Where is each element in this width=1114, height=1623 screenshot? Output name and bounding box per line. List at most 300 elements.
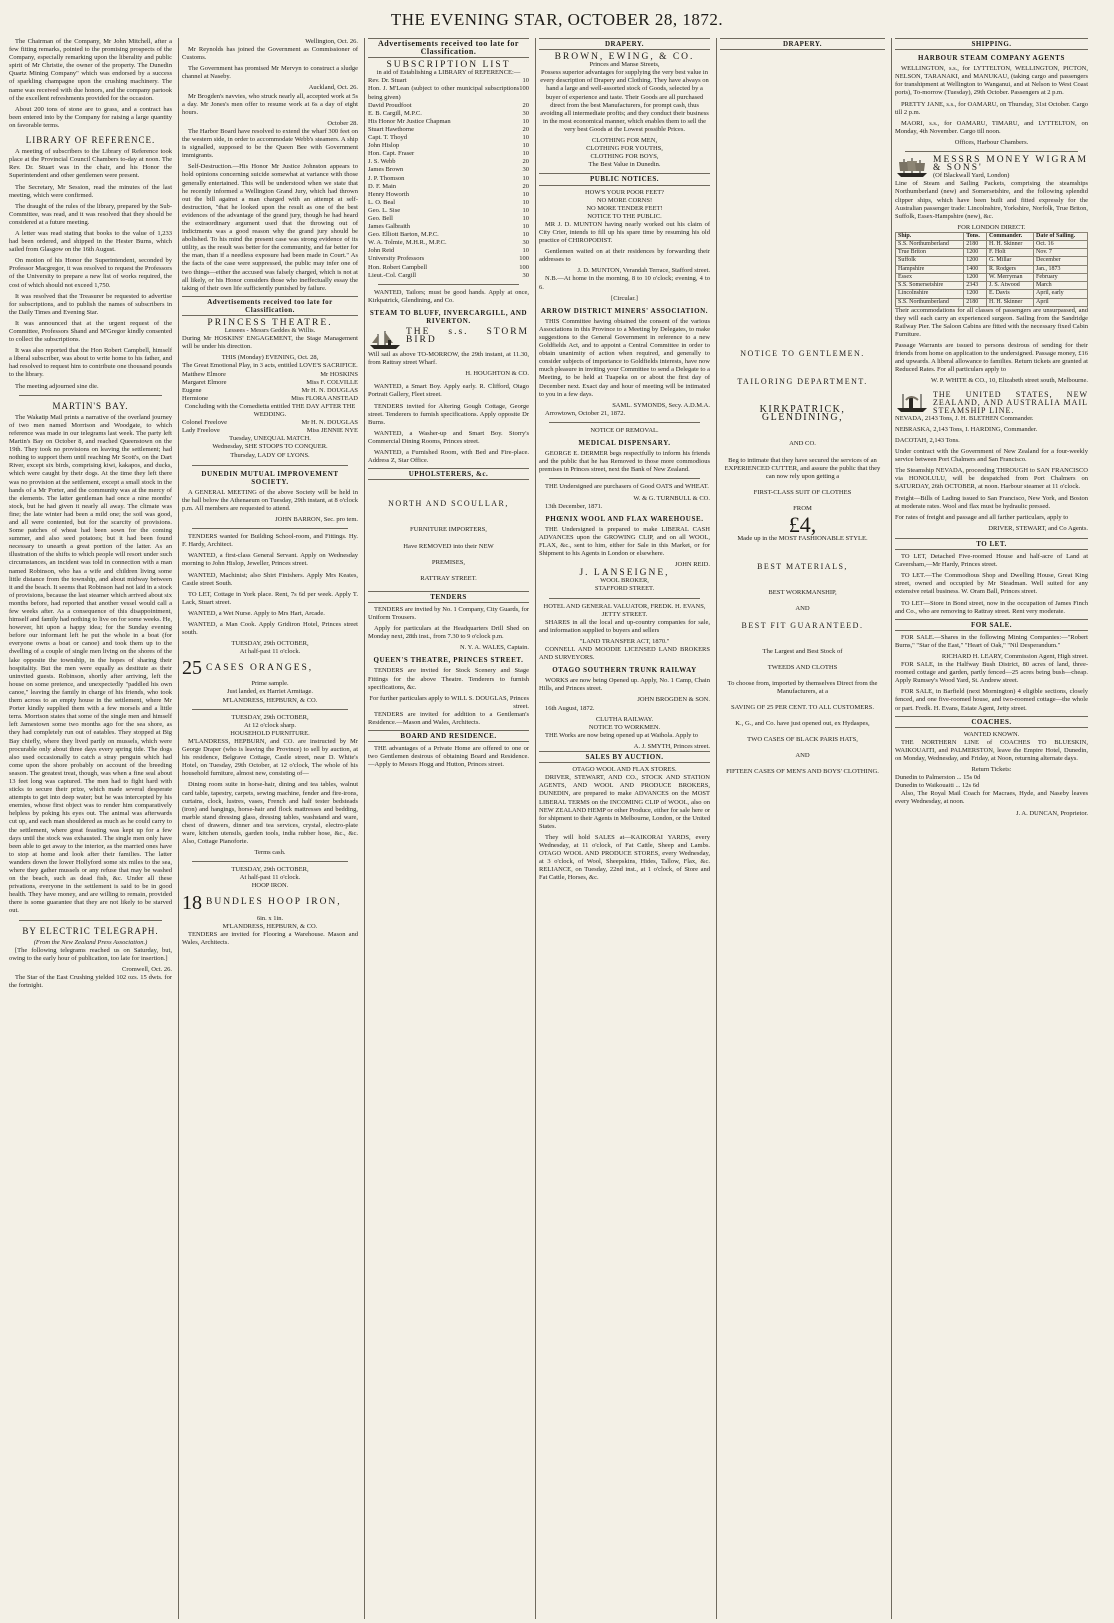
- cast-role: Colonel Freelove: [182, 419, 227, 427]
- table-row: [896, 298, 1088, 306]
- paragraph: The Secretary, Mr Session, read the minutes of the last meeting, which were confirmed.: [9, 183, 172, 199]
- ad-line: To choose from, imported by themselves Direct from the Manufacturers, at a: [727, 679, 878, 695]
- dateline: Auckland, Oct. 26.: [308, 84, 358, 92]
- paragraph: Will sail as above TO-MORROW, the 29th instant, at 11.30, from Rattray street Wharf.: [368, 351, 529, 367]
- table-cell: Oct. 16: [1033, 241, 1087, 249]
- section-heading: PUBLIC NOTICES.: [539, 173, 710, 185]
- subscription-row: [368, 239, 529, 247]
- ad-line: HOW'S YOUR POOR FEET?: [584, 188, 665, 196]
- cast-actor: Mr HOSKINS: [320, 370, 358, 378]
- ad-title: J. LANSEIGNE,: [579, 568, 670, 579]
- ad-title: NOTICE TO GENTLEMEN.: [740, 349, 865, 359]
- subscriber-name: University Professors: [368, 255, 425, 263]
- table-cell: 1200: [964, 257, 987, 265]
- paragraph: The meeting adjourned sine die.: [15, 382, 99, 390]
- table-cell: J. S. Atwood: [987, 282, 1034, 290]
- subscription-amount: 10: [522, 150, 529, 158]
- ad-title: BROWN, EWING, & CO.: [554, 52, 695, 63]
- table-row: [896, 241, 1088, 249]
- paragraph: The Steamship NEVADA, proceeding THROUGH to SAN FRANCISCO via HONOLULU, will be despatched from Port Chalmers on SATURDAY, 26th OCTOBER, at noon. Harbour steamer at 11 o'clock.: [895, 467, 1088, 491]
- subscriber-name: Capt. T. Thoyd: [368, 134, 407, 142]
- subscription-list: [368, 77, 529, 279]
- ad-line: NOTICE TO THE PUBLIC.: [587, 212, 662, 220]
- subheading: (From the New Zealand Press Association.): [33, 938, 148, 946]
- ad-storm-bird: [368, 328, 529, 378]
- hoop-ad: [182, 893, 358, 913]
- subscription-row: [368, 134, 529, 142]
- paragraph: Their accommodations for all classes of passengers are unsurpassed, and they will each carry an experienced surgeon. Sailing from the Sandridge Railway Pier. The Saloon Cabins are fitted with the necessary fixed Cabin Furniture.: [895, 306, 1088, 338]
- paragraph: 13th December, 1871.: [545, 502, 603, 510]
- ad-line: Concluding with the Comedietta entitled THE DAY AFTER THE WEDDING.: [184, 402, 356, 419]
- table-cell: 2180: [964, 298, 987, 306]
- subscription-row: [368, 126, 529, 134]
- ad-line: WOOL BROKER,: [600, 577, 649, 585]
- paragraph: Apply for particulars at the Headquarters Drill Shed on Monday next, 28th inst., from 7.30 to 9 o'clock p.m.: [368, 625, 529, 641]
- divider: [549, 478, 700, 479]
- ad-line: PREMISES,: [431, 558, 466, 566]
- subscriber-name: Geo. Bell: [368, 214, 393, 222]
- table-header: Tons.: [964, 232, 987, 240]
- ad-line: At half-past 11 o'clock.: [239, 648, 301, 656]
- ad-title: OTAGO SOUTHERN TRUNK RAILWAY: [552, 666, 697, 675]
- ad-line: OTAGO WOOL AND FLAX STORES.: [572, 766, 677, 774]
- subscription-amount: 30: [522, 166, 529, 174]
- column-1: [6, 38, 175, 1619]
- subscription-amount: 100: [519, 263, 529, 271]
- cast-row: [182, 395, 358, 403]
- subscriber-name: David Proudfoot: [368, 101, 412, 109]
- paragraph: About 200 tons of stone are to grass, and a contract has been entered into by the Company for raising a large quantity on favorable terms.: [9, 105, 172, 129]
- signature: JOHN BARRON, Sec. pro tem.: [275, 516, 358, 524]
- paragraph: Freight—Bills of Lading issued to San Francisco, New York, and Boston at moderate rates. Wool and flax must be hydraulic pressed.: [895, 494, 1088, 510]
- ad-line: FURNITURE IMPORTERS,: [410, 526, 487, 534]
- column-3: [364, 38, 532, 1619]
- table-cell: April: [1033, 298, 1087, 306]
- subscription-amount: 30: [522, 239, 529, 247]
- subscriber-name: Lieut.-Col. Cargill: [368, 271, 417, 279]
- table-cell: R. Rodgers: [987, 265, 1034, 273]
- paragraph: TO LET, Cottage in York place. Rent, 7s 6d per week. Apply T. Lack, Stuart street.: [182, 590, 358, 606]
- paragraph: The Chairman of the Company, Mr John Mitchell, after a few fitting remarks, pointed to the promising prospects of the Company, especially remarking upon the liberality and public spirit of Mr Christie, the owner of the property. The Dunedin Quartz Mining Company" which was endorsed by a success of sparkling champagne upon the crushing machinery. The name was received with due honors, and the company partook of the excellent refreshments provided for the occasion.: [9, 38, 172, 102]
- subscription-amount: 20: [522, 125, 529, 133]
- subscriber-name: Hon. J. M'Lean (subject to other municipal subscriptions being given): [368, 85, 520, 101]
- paragraph: MAORI, s.s., for OAMARU, TIMARU, and LYTTELTON, on Monday, 4th November. Cargo till noon.: [895, 119, 1088, 135]
- cast-role: Eugene: [182, 386, 202, 394]
- ad-title: M'LANDRESS, HEPBURN, & CO.: [222, 922, 318, 930]
- steamship-icon: [895, 392, 929, 414]
- paragraph: TENDERS are invited for Flooring a Warehouse. Mason and Wales, Architects.: [182, 930, 358, 946]
- ad-line: CLOTHING FOR BOYS,: [590, 153, 659, 161]
- ad-line: 6in. x 1in.: [256, 914, 284, 922]
- table-cell: Suffolk: [896, 257, 964, 265]
- subscription-amount: 100: [519, 255, 529, 263]
- ad-title: SUBSCRIPTION LIST: [386, 60, 511, 71]
- subscription-row: [368, 264, 529, 272]
- ad-line: Offices, Harbour Chambers.: [954, 138, 1029, 146]
- ad-title: STEAM TO BLUFF, INVERCARGILL, AND RIVERTON.: [369, 308, 528, 325]
- divider: [378, 284, 519, 285]
- section-heading: DRAPERY.: [720, 38, 885, 50]
- paragraph: NEBRASKA, 2,143 Tons, I. HARDING, Commander.: [895, 425, 1038, 433]
- fare-line: Dunedin to Palmerston ... 15s 0d: [895, 774, 981, 782]
- table-cell: December: [1033, 257, 1087, 265]
- paragraph: It was announced that at the urgent request of the Committee, Professors Shand and M'Gregor kindly consented to collect the subscriptions.: [9, 319, 172, 344]
- paragraph: The Star of the East Crushing yielded 102 ozs. 15 dwts. for the fortnight.: [9, 974, 172, 990]
- paragraph: GEORGE E. DERMER begs respectfully to inform his friends and the public that he has Removed to those more commodious premises in Princes street, next the Bank of New Zealand.: [539, 450, 710, 474]
- ad-line: Tuesday, UNEQUAL MATCH.: [229, 435, 311, 443]
- ad-title: DUNEDIN MUTUAL IMPROVEMENT SOCIETY.: [201, 469, 339, 486]
- subscription-amount: 20: [522, 158, 529, 166]
- ad-line: The Largest and Best Stock of: [762, 647, 843, 655]
- column-5: [716, 38, 888, 1619]
- paragraph: They will hold SALES at—KAIKORAI YARDS, every Wednesday, at 11 o'clock, of Fat Cattle, Sheep and Lambs. OTAGO WOOL AND PRODUCE STORES, every Wednesday, at 3 o'clock, of Wool, Sheepskins, Hides, Tallow, Flax, &c. RELIANCE, on Tuesday, 22nd inst., at 1 o'clock, of Store and Fat Cattle, Horses, &c.: [539, 833, 710, 882]
- divider: [905, 151, 1078, 152]
- subscription-row: [368, 77, 529, 85]
- paragraph: Also, The Royal Mail Coach for Macraes, Hyde, and Naseby leaves every Wednesday, at noon.: [895, 790, 1088, 806]
- subscription-amount: 100: [519, 85, 529, 93]
- signature: H. HOUGHTON & CO.: [465, 370, 529, 378]
- paragraph: The Government has promised Mr Mervyn to construct a sludge channel at Naseby.: [182, 65, 358, 81]
- paragraph: Possess superior advantages for supplying the very best value in every description of Drapery and Clothing. They have always on hand a large and well-assorted stock of Goods, selected by a buyer of experience and taste. Their Goods are all purchased direct from the best Manufacturers, for prompt cash, thus avoiding all intermediate profits; and they conduct their business in the most economical manner, which enables them to sell the very best Goods at the Lowest possible Prices.: [540, 69, 709, 133]
- dateline: October 28.: [327, 119, 358, 127]
- ad-line: At 12 o'clock sharp.: [243, 721, 297, 729]
- table-cell: 2180: [964, 241, 987, 249]
- signature: DRIVER, STEWART, and Co Agents.: [988, 524, 1088, 532]
- ad-line: NOTICE TO WORKMEN.: [588, 723, 661, 731]
- subscription-row: [368, 166, 529, 174]
- ad-line: Have REMOVED into their NEW: [403, 542, 494, 550]
- paragraph: FOR SALE.—Shares in the following Mining Companies:—"Robert Burns," "Star of the East," "Heart of Oak," "Nil Desperandum.": [895, 633, 1088, 649]
- ad-title: BUNDLES HOOP IRON,: [206, 897, 342, 908]
- cast-row: [182, 379, 358, 387]
- signature: W. P. WHITE & CO., 10, Elizabeth street south, Melbourne.: [930, 377, 1088, 385]
- section-heading: SHIPPING.: [895, 38, 1088, 50]
- subscriber-name: Hon. Capt. Fraser: [368, 150, 415, 158]
- paragraph: PRETTY JANE, s.s., for OAMARU, on Thursday, 31st October. Cargo till 2 p.m.: [895, 100, 1088, 116]
- paragraph: TENDERS are invited for addition to a Gentleman's Residence.—Mason and Wales, Architects.: [368, 710, 529, 726]
- divider: [549, 422, 700, 423]
- paragraph: TENDERS wanted for Building School-room, and Fittings. Hy. F. Hardy, Architect.: [182, 533, 358, 549]
- cast-row: [182, 387, 358, 395]
- section-heading: TENDERS: [368, 591, 529, 603]
- paragraph: The Wakatip Mail prints a narrative of the overland journey of two men named Morrison and Woodgate, to which reference was made in our telegrams last week. The party left Martin's Bay on October 8, and reached Queenstown on the 19th. They took no provisions on leaving the settlement; had nothing to support them until reaching Mr Scott's, on the Dart River, except six birds, comprising kiwi, kakapos, and ducks, which were caught by their dogs. At the time they left there was no provision at the settlement, except a small stock in the hands of a Mr Porter, and the community was at the mercy of the elements. The latter gentleman had once a nine months' stock, but he had given it nearly all away. The climate was fine; the late winter had been a mild one; the soil was good, and all were contented, but for the scarcity of provisions. Some patches of wheat had been sown for the coming summer, and also seed potatoes; but it had been found necessary to unearth a great portion of the latter. As an illustration of the shifts to which people will resort under such circumstances, an incident was told in connection with a man named Robinson, who has a wife and children living some little distance from the township, and about midway between it and the beach. It seems that Robinson had not laid in a stock of provisions, because the last steamer which arrived about six months before, had reported that another vessel would call a few weeks after. As a consequence of this disappointment, himself and family had nothing to live on for some weeks. He, however, hit upon a happy idea; for the Sunday evening before our informant left he put the whole in a boat (for everyone owns a boat or canoe) and took them up to the dwelling of a couple of single men living on the shores of the lake opposite the township, in the hopes of sharing their hospitality. But the men were equally as destitute as their uninvited guests. Robinson, shortly after arriving, left the house on some pretence, and unexpectedly "paddled his own canoe," leaving the family in charge of his friends, who took them across to an empty house in the settlement, where Mr Porter kindly supplied them with a few morsels and a little terra. Morrison states that some of the single men and himself left Jamestown some two months ago for the sea shore, as they had completely run out of eatables. They stopped at Big Bay chiefly, where they lived partly on mussels, which were procurable only about three days every spring tide. The dogs also used occasionally to catch a stray penguin which had come upon the shore probably on account of the breeding season. The greatest treat, though, was when a fine seal about 13 feet long was captured. The men had to fight hard with sticks to secure their prize, which made several desperate attempts to get into deep water; but he was intercepted by his enemies, whose first object was to render him comparatively helpless by poking his eyes out. The animal was afterwards cut up, and each man shouldered as much as he could carry to the settlement, where great feasting was kept up for a few days until the stock was exhausted. The single men only have been able to get away to the interior, as the married ones have to stop at home and look after their families. The latter wanders down the lower Hollyford some six miles to the sea, where they gather mussels or any refuse that may be washed on the beach, such as dead fish, &c. Under all these privations, everyone in the settlement is said to be in good health. They have money, and are willing to remain, provided there is some guarantee that they are not likely to be starved out.: [9, 413, 172, 915]
- ad-line: BEST WORKMANSHIP,: [768, 589, 837, 597]
- table-cell: Jan., 1873: [1033, 265, 1087, 273]
- subscription-row: [368, 223, 529, 231]
- paragraph: Passage Warrants are issued to persons desirous of sending for their friends from home on application to the undersigned. Passage money, £16 and upwards. A liberal allowance to families. Return tickets are granted at Reduced Rates. For all particulars apply to: [895, 342, 1088, 374]
- table-cell: February: [1033, 273, 1087, 281]
- cast-list: [182, 371, 358, 403]
- subscriber-name: Geo. L. Sise: [368, 206, 401, 214]
- subscription-amount: 10: [522, 142, 529, 150]
- paragraph: NEVADA, 2143 Tons, J. H. BLETHEN Commander.: [895, 414, 1034, 422]
- column-4: [535, 38, 713, 1619]
- table-row: [896, 257, 1088, 265]
- paragraph: WANTED, a Washer-up and Smart Boy. Storry's Commercial Dining Rooms, Princes street.: [368, 429, 529, 445]
- table-header: Commander.: [987, 232, 1034, 240]
- paragraph: THE NORTHERN LINE of COACHES TO BLUESKIN, WAIKOUAITI, and PALMERSTON, leave the Empire Hotel, Dunedin, on Monday, Wednesday, and Friday, at Noon, returning alternate days.: [895, 738, 1088, 763]
- table-cell: Nov. 7: [1033, 249, 1087, 257]
- paragraph: THE advantages of a Private Home are offered to one or two Gentlemen desirous of obtaining Board and Residence.—Apply to Messrs Hogg and Hutton, Princes street.: [368, 745, 529, 769]
- ad-line: Just landed, ex Harriet Armitage.: [227, 688, 313, 696]
- paragraph: M'LANDRESS, HEPBURN, and CO. are instructed by Mr George Draper (who is leaving the Province) to sell by auction, at his residence, Belgrave Cottage, Castle street, near D. White's Hotel, on Tuesday, 29th October, at 12 o'clock, The whole of his household furniture, almost new, consisting of—: [182, 737, 358, 778]
- subscription-row: [368, 272, 529, 280]
- cast-row: [182, 419, 358, 427]
- section-heading: LIBRARY OF REFERENCE.: [25, 135, 156, 146]
- subscriber-name: Henry Howorth: [368, 190, 409, 198]
- subscription-row: [368, 118, 529, 126]
- subscription-row: [368, 85, 529, 101]
- ad-line: The Great Emotional Play, in 3 acts, entitled LOVE'S SACRIFICE.: [182, 362, 358, 370]
- paragraph: SHARES in all the local and up-country companies for sale, and information supplied to buyers and sellers: [539, 618, 710, 634]
- fare-line: Dunedin to Waikouaiti ... 12s 6d: [895, 782, 980, 790]
- ad-subtitle: Lessees - Messrs Geddes & Willis.: [224, 327, 316, 335]
- paragraph: The Harbor Board have resolved to extend the wharf 300 feet on the western side, in order to accommodate Webb's steamers. A ship is signalled, supposed to be the Queen Bee with Government immigrants.: [182, 127, 358, 160]
- ad-title: MEDICAL DISPENSARY.: [578, 439, 671, 448]
- signature: J. A. DUNCAN, Proprietor.: [1015, 809, 1088, 817]
- subscription-row: [368, 110, 529, 118]
- paragraph: WANTED, a Wet Nurse. Apply to Mrs Hart, Arcade.: [188, 609, 325, 617]
- ad-line: TUESDAY, 29th OCTOBER,: [231, 640, 309, 648]
- paragraph: On motion of his Honor the Superintendent, seconded by Professor Macgregor, it was resolved to request the Professors of the University to prepare a new list of works required, the cost of which should not exceed 1,750.: [9, 257, 172, 289]
- subscription-amount: 10: [522, 174, 529, 182]
- signature: RICHARD H. LEARY, Commission Agent, High street.: [941, 652, 1088, 660]
- paragraph: WANTED, a first-class General Servant. Apply on Wednesday morning to John Hislop, Jeweller, Princes street.: [182, 552, 358, 568]
- ad-title: NORTH AND SCOULLAR,: [388, 499, 509, 509]
- subscriber-name: E. B. Cargill, M.P.C.: [368, 109, 422, 117]
- ad-title: TAILORING DEPARTMENT.: [737, 377, 868, 387]
- subscription-amount: 30: [522, 109, 529, 117]
- subscription-row: [368, 142, 529, 150]
- subscription-amount: 10: [522, 134, 529, 142]
- paragraph: 16th August, 1872.: [545, 704, 595, 712]
- section-heading: TO LET.: [895, 538, 1088, 550]
- ad-line: Wednesday, SHE STOOPS TO CONQUER.: [212, 443, 328, 451]
- masthead: THE EVENING STAR, OCTOBER 28, 1872.: [390, 10, 724, 29]
- cast-row: [182, 427, 358, 435]
- subscription-amount: 10: [522, 77, 529, 85]
- signature: W. & G. TURNBULL & CO.: [633, 494, 710, 502]
- subscriber-name: John Reid: [368, 247, 395, 255]
- cast-role: Hermione: [182, 394, 208, 402]
- table-cell: April, early: [1033, 290, 1087, 298]
- ad-line: BEST FIT GUARANTEED.: [741, 620, 864, 630]
- paragraph: It was also reported that the Hon Robert Campbell, himself a liberal subscriber, was about to write home to his father, and had resolved to request him to contribute one thousand pounds to the library.: [9, 347, 173, 379]
- table-cell: W. Merryman: [987, 273, 1034, 281]
- paragraph: WANTED, a Man Cook. Apply Gridiron Hotel, Princes street south.: [182, 621, 358, 637]
- ad-line: CLUTHA RAILWAY.: [595, 715, 654, 723]
- divider: [192, 861, 348, 862]
- table-header: Ship.: [896, 232, 964, 240]
- paragraph: Line of Steam and Sailing Packets, comprising the steamships Northumberland (new) and Somersetshire, and the following splendid clipper ships, which have been built and fitted expressly for the Australian passenger trade: Lincolnshire, Yorkshire, Norfolk, True Briton, Suffolk, Essex-Hampshire (new), &c.: [895, 180, 1088, 220]
- paragraph: Self-Destruction.—His Honor Mr Justice Johnston appears to hold opinions concerning suicide somewhat at variance with those generally entertained. This will be understood when we state that he recently informed a Wellington Grand Jury, which had thrown out the bill against a man charged with an attempt at self-destruction, "that he looked upon the result as one of the best evidences of the advantage of the grand jury, though he had heard the extraordinary argument used that the throwing out of indictments was a good reason why the grand jury should be abolished. To his mind the present case was strong evidence of its utility, as the result was better for the community, and far better for the man, than if a needless exposure had been made in Court." As the facts of the case were suppressed, the public may infer one of two things—either the accused was falsely charged, which is not at all likely, or his Honor considers those who ineffectually essay the taking of their own life sufficiently punished by failure.: [182, 163, 358, 292]
- paragraph: WELLINGTON, s.s., for LYTTELTON, WELLINGTON, PICTON, NELSON, TARANAKI, and MANUKAU, (taking cargo and passengers for transhipment at Wellington to Wanganui, and at Nelson to West Coast ports), To-morrow (Tuesday), 29th October. Passengers at 2 p.m.: [895, 65, 1088, 97]
- ad-line: SAVING OF 25 PER CENT. TO ALL CUSTOMERS.: [731, 703, 874, 711]
- ad-subtitle: in aid of Establishing a LIBRARY of REFERENCE:—: [376, 69, 521, 77]
- subscription-amount: 10: [522, 190, 529, 198]
- section-heading: SALES BY AUCTION.: [539, 751, 710, 763]
- section-heading: COACHES.: [895, 716, 1088, 728]
- ad-subtitle: Princes and Manse Streets,: [589, 61, 660, 69]
- paragraph: Dining room suite in horse-hair, dining and tea tables, walnut card table, tapestry, carpets, sewing machine, fender and fire-irons, curtains, clock, lustres, vases, French and half tester bedsteads (iron) and hangings, horse-hair and flock mattresses and bedding, marble stand dressing glass, dressing tables, washstand and ware, chest of drawers, dinner and tea services, crystal, electro-plate ware, kitchen utensils, garden tools, india rubber hose, &c., &c. Also, Cottage Pianoforte.: [182, 781, 358, 846]
- subscription-row: [368, 199, 529, 207]
- signature: SAML. SYMONDS, Secy. A.D.M.A.: [612, 401, 710, 409]
- ad-line: RATTRAY STREET.: [420, 574, 477, 582]
- table-cell: March: [1033, 282, 1087, 290]
- ad-line: CLOTHING FOR YOUTHS,: [586, 145, 663, 153]
- ad-title: HOUSEHOLD FURNITURE.: [230, 729, 310, 737]
- column-2: [178, 38, 361, 1619]
- subscriber-name: Geo. Elliott Barton, M.P.C.: [368, 231, 439, 239]
- paragraph: It was resolved that the Treasurer be requested to advertise for subscriptions, and to publish the names of subscribers in the Daily Times and Evening Star.: [9, 292, 172, 316]
- signature: N. Y. A. WALES, Captain.: [459, 644, 529, 652]
- paragraph: THE Undersigned are purchasers of Good OATS and WHEAT.: [545, 483, 709, 491]
- ad-money-wigram: [895, 156, 1088, 386]
- subscription-row: [368, 158, 529, 166]
- subscriber-name: D. F. Main: [368, 182, 397, 190]
- table-cell: 1200: [964, 290, 987, 298]
- subscription-amount: 10: [522, 206, 529, 214]
- signature: JOHN BROGDEN & SON.: [637, 696, 710, 704]
- paragraph: WANTED, a Smart Boy. Apply early. R. Clifford, Otago Portrait Gallery, Fleet street.: [368, 383, 529, 399]
- paragraph: WORKS are now being Opened up. Apply, No. 1 Camp, Chain Hills, and Princes street.: [539, 677, 710, 693]
- ad-line: AND CO.: [789, 440, 816, 448]
- ad-title: QUEEN'S THEATRE, PRINCES STREET.: [373, 656, 524, 665]
- cast-row: [182, 371, 358, 379]
- column-6: [891, 38, 1091, 1619]
- table-cell: True Briton: [896, 249, 964, 257]
- paragraph: WANTED, Machinist; also Shirt Finishers. Apply Mrs Keates, Castle street South.: [182, 571, 358, 587]
- cast-actor: Miss F. COLVILLE: [306, 378, 358, 386]
- subscriber-name: Hon. Robert Campbell: [368, 263, 428, 271]
- ad-line: TWO CASES OF BLACK PARIS HATS,: [747, 736, 858, 744]
- ad-line: CLOTHING FOR MEN,: [591, 137, 658, 145]
- table-body: [896, 241, 1088, 307]
- subscription-amount: 10: [522, 198, 529, 206]
- subscription-amount: 30: [522, 271, 529, 279]
- section-heading: Advertisements received too late for Classification.: [368, 38, 529, 58]
- section-heading: BY ELECTRIC TELEGRAPH.: [22, 925, 159, 936]
- ad-line: TUESDAY, 29th OCTOBER,: [231, 866, 309, 874]
- subscriber-name: Stuart Hawthorne: [368, 125, 415, 133]
- subscription-amount: 10: [522, 214, 529, 222]
- ad-line: HOTEL AND GENERAL VALUATOR, FREDK. H. EVANS, JETTY STREET.: [543, 602, 706, 618]
- subscriber-name: His Honor Mr Justice Chapman: [368, 117, 451, 125]
- paragraph: TO LET.—The Commodious Shop and Dwelling House, Great King street, owned and occupied by Mr Steadman. Well suited for any extensive retail business. W. Oram Ball, Princes street.: [895, 572, 1088, 596]
- subscription-row: [368, 247, 529, 255]
- table-row: [896, 273, 1088, 281]
- ad-line: The Best Value in Dunedin.: [588, 161, 661, 169]
- table-cell: 1400: [964, 265, 987, 273]
- paragraph: CONNELL AND MOODIE LICENSED LAND BROKERS AND SURVEYORS.: [539, 646, 710, 662]
- ad-title: KIRKPATRICK, GLENDINING,: [759, 404, 846, 424]
- subscription-row: [368, 175, 529, 183]
- paragraph: WANTED, a Furnished Room, with Bed and Fire-place. Address Z, Star Office.: [368, 449, 529, 465]
- divider: [192, 709, 348, 710]
- ad-north-scoullar: [368, 500, 529, 582]
- paragraph: A letter was read stating that books to the value of 1,233 had been ordered, and shipped in the Hester Burns, which sailed from Glasgow on the 16th August.: [9, 229, 172, 254]
- paragraph: Mr Brogden's navvies, who struck nearly all, accepted work at 5s a day. Mr Jones's men offer to resume work at 6s a day of eight hours.: [182, 92, 358, 116]
- paragraph: A meeting of subscribers to the Library of Reference took place at the Provincial Council Chambers to-day at noon. The Rev. Dr. Stuart was in the chair, and his Honor the Superintendent and other gentlemen were present.: [9, 148, 172, 180]
- ad-line: K., G., and Co. have just opened out, ex Hydaspes,: [735, 720, 870, 728]
- ad-line: STAFFORD STREET.: [594, 585, 655, 593]
- table-row: [896, 265, 1088, 273]
- subscriber-name: James Galbraith: [368, 223, 411, 231]
- table-cell: 1200: [964, 249, 987, 257]
- paragraph: WANTED, Tailors; must be good hands. Apply at once, Kirkpatrick, Glendining, and Co.: [368, 288, 529, 304]
- subscription-amount: 20: [522, 182, 529, 190]
- cast-actor: Miss JENNIE NYE: [306, 427, 358, 435]
- signature: J. D. MUNTON, Verandah Terrace, Stafford street.: [577, 267, 710, 275]
- ad-line: AND: [795, 605, 810, 613]
- paragraph: FOR SALE, in the Halfway Bush District, 80 acres of land, three-roomed cottage and garden, partly fenced—25 acres being bush—cheap. Apply Rumsey's Wood Yard, St. Andrew street.: [895, 661, 1088, 685]
- ad-line: At half-past 11 o'clock.: [239, 874, 301, 882]
- paragraph: For rates of freight and passage and all farther particulars, apply to: [895, 513, 1069, 521]
- ad-title: M'LANDRESS, HEPBURN, & CO.: [222, 696, 318, 704]
- price: £4,: [788, 512, 817, 538]
- section-heading: UPHOLSTERERS, &c.: [368, 468, 529, 480]
- ad-princess-theatre: [182, 319, 358, 460]
- subscription-amount: 10: [522, 117, 529, 125]
- table-cell: S.S. Somersetshire: [896, 282, 964, 290]
- paragraph: THE Works are now being opened up at Waihola. Apply to: [545, 731, 699, 739]
- table-cell: Essex: [896, 273, 964, 281]
- cast-role: Lady Freelove: [182, 427, 220, 435]
- ad-line: AND: [795, 752, 810, 760]
- ad-title: CASES ORANGES,: [206, 663, 314, 674]
- ad-line: "LAND TRANSFER ACT, 1870.": [579, 637, 670, 645]
- paragraph: TO LET, Detached Five-roomed House and half-acre of Land at Caversham,—Mr Hardy, Princes street.: [895, 553, 1088, 569]
- paragraph: During Mr HOSKINS' ENGAGEMENT, the Stage Management will be under his direction.: [182, 335, 358, 351]
- signature: JOHN REID.: [674, 561, 710, 569]
- subscription-row: [368, 255, 529, 263]
- subscriber-name: J. S. Webb: [368, 158, 396, 166]
- paragraph: DRIVER, STEWART, AND CO., STOCK AND STATION AGENTS, AND WOOL AND PRODUCE BROKERS, DUNEDIN, are prepared to make ADVANCES on the MOST LIBERAL TERMS on the INCOMING CLIP of WOOL, also on NEW ZEALAND HEMP or other Produce, either for sale here or for shipment to their Agents in Melbourne, London, or the United States.: [539, 774, 710, 830]
- paragraph: DACOTAH, 2,143 Tons.: [895, 437, 960, 445]
- ad-line: Thursday, LADY OF LYONS.: [230, 451, 310, 459]
- subscriber-name: Rev. Dr. Stuart: [368, 77, 407, 85]
- divider: [19, 920, 162, 921]
- dateline: Wellington, Oct. 26.: [305, 38, 358, 45]
- ad-line: Made up in the MOST FASHIONABLE STYLE.: [737, 535, 868, 543]
- subscriber-name: W. A. Tolmie, M.H.R., M.P.C.: [368, 239, 447, 247]
- table-header-row: [896, 232, 1088, 240]
- dateline: Cromwell, Oct. 26.: [121, 965, 172, 973]
- table-cell: H. H. Skinner: [987, 298, 1034, 306]
- sailing-table: [895, 232, 1088, 307]
- section-heading: DRAPERY.: [539, 38, 710, 50]
- subscription-row: [368, 231, 529, 239]
- section-heading: MARTIN'S BAY.: [52, 400, 129, 411]
- divider: [192, 465, 348, 466]
- ad-line: NOTICE OF REMOVAL.: [590, 426, 659, 434]
- cast-actor: Mr H. N. DOUGLAS: [301, 419, 358, 427]
- paragraph: Gentlemen waited on at their residences by forwarding their addresses to: [539, 248, 710, 264]
- table-cell: S.S. Northumberland: [896, 241, 964, 249]
- columns: [6, 38, 1108, 1619]
- table-cell: S.S. Northumberland: [896, 298, 964, 306]
- ad-title: PHŒNIX WOOL AND FLAX WAREHOUSE.: [545, 514, 704, 523]
- ad-line: THIS (Monday) EVENING, Oct. 28,: [221, 354, 319, 362]
- ad-title: THE UNITED STATES, NEW ZEALAND, AND AUSTRALIA MAIL STEAMSHIP LINE.: [933, 389, 1088, 415]
- ad-title: HARBOUR STEAM COMPANY AGENTS: [918, 54, 1065, 63]
- table-row: [896, 290, 1088, 298]
- paragraph: FOR SALE, in Barfield (next Mornington) 4 eligible sections, closely fenced, and one five-roomed house, and two-roomed cottage—the whole or part. Fredk. H. Evans, Estate Agent, Jetty street.: [895, 688, 1088, 712]
- divider: [19, 395, 162, 396]
- ad-line: WANTED KNOWN.: [963, 730, 1020, 738]
- ship-icon: [895, 157, 929, 179]
- paragraph: Arrowtown, October 21, 1872.: [545, 409, 626, 417]
